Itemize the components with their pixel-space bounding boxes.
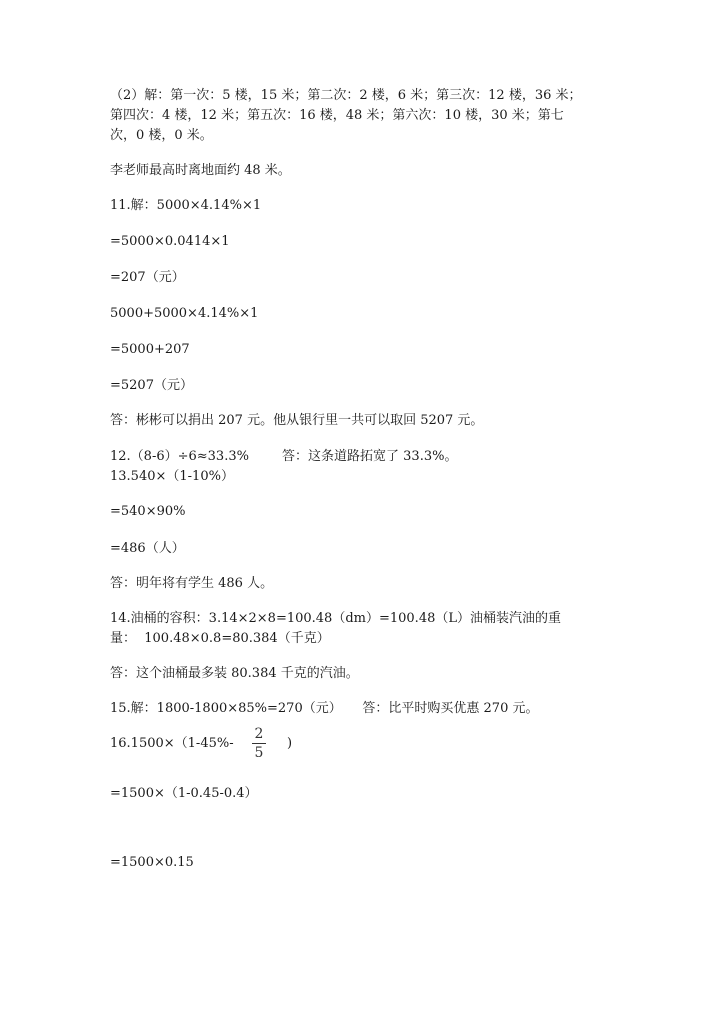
text-line: 15.解：1800-1800×85%=270（元） 答：比平时购买优惠 270 元。 xyxy=(110,701,539,716)
text-line: 答：明年将有学生 486 人。 xyxy=(110,576,274,591)
text-line: 16.1500×（1-45%- xyxy=(110,736,234,751)
text-line: =1500×0.15 xyxy=(110,855,194,870)
text-line: 李老师最高时离地面约 48 米。 xyxy=(110,163,291,178)
text-line: 第四次：4 楼，12 米；第五次：16 楼，48 米；第六次：10 楼，30 米；第七 xyxy=(110,108,564,123)
text-line: 13.540×（1-10%） xyxy=(110,469,234,484)
text-line: =207（元） xyxy=(110,270,185,285)
text-line: 11.解：5000×4.14%×1 xyxy=(110,198,262,213)
text-line: =1500×（1-0.45-0.4） xyxy=(110,786,258,801)
text-line: 12.（8-6）÷6≈33.3% 答：这条道路拓宽了 33.3%。 xyxy=(110,449,458,464)
text-line: 答：这个油桶最多装 80.384 千克的汽油。 xyxy=(110,666,359,681)
fraction-numerator: 2 xyxy=(254,726,264,742)
text-line: =5000+207 xyxy=(110,342,190,357)
text-line: 5000+5000×4.14%×1 xyxy=(110,306,259,321)
text-line: 次，0 楼，0 米。 xyxy=(110,128,213,143)
text-line: =540×90% xyxy=(110,504,186,519)
fraction-denominator: 5 xyxy=(254,745,264,761)
text-line: （2）解：第一次：5 楼，15 米；第二次：2 楼，6 米；第三次：12 楼，36 米； xyxy=(110,88,582,103)
text-line: 14.油桶的容积：3.14×2×8=100.48（dm）=100.48（L）油桶装汽油的重 xyxy=(110,611,561,626)
closing-paren: ) xyxy=(287,736,293,751)
text-line: 答：彬彬可以捐出 207 元。他从银行里一共可以取回 5207 元。 xyxy=(110,413,484,428)
fraction xyxy=(252,727,266,760)
text-line: 量： 100.48×0.8=80.384（千克） xyxy=(110,631,330,646)
text-line: =486（人） xyxy=(110,541,185,556)
text-line: =5207（元） xyxy=(110,378,193,393)
fraction-bar xyxy=(252,743,266,744)
text-line: =5000×0.0414×1 xyxy=(110,234,230,249)
